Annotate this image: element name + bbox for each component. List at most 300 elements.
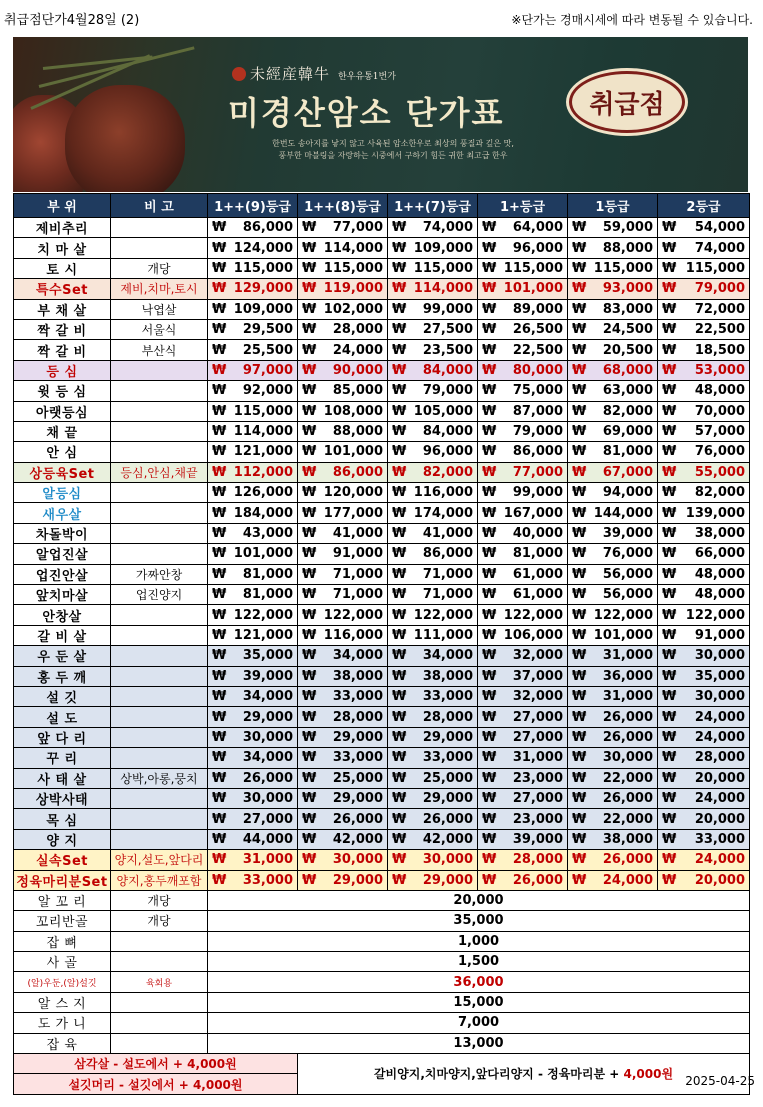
price-value: 76,000 — [602, 546, 653, 562]
price-value: 29,000 — [332, 729, 383, 745]
price-value: 86,000 — [512, 444, 563, 460]
table-row — [14, 809, 750, 829]
price-value: 84,000 — [422, 362, 473, 378]
price-cell — [388, 299, 478, 319]
price-value: 38,000 — [694, 526, 745, 542]
price-value: 92,000 — [242, 383, 293, 399]
price-cell — [568, 218, 658, 238]
price-cell — [568, 462, 658, 482]
currency-symbol: ₩ — [302, 668, 317, 684]
cut-name: 잡 육 — [14, 1033, 111, 1053]
price-value: 88,000 — [332, 424, 383, 440]
price-cell — [568, 340, 658, 360]
price-cell — [568, 319, 658, 339]
price-value: 28,000 — [332, 322, 383, 338]
price-cell — [658, 870, 750, 890]
price-cell — [658, 319, 750, 339]
cut-name: 토 시 — [14, 258, 111, 278]
currency-symbol: ₩ — [212, 383, 227, 399]
footer-row — [14, 1054, 750, 1074]
price-cell — [568, 238, 658, 258]
currency-symbol: ₩ — [392, 240, 407, 256]
price-value: 114,000 — [323, 240, 383, 256]
table-row — [14, 686, 750, 706]
currency-symbol: ₩ — [212, 424, 227, 440]
currency-symbol: ₩ — [572, 342, 587, 358]
price-value: 96,000 — [512, 240, 563, 256]
currency-symbol: ₩ — [212, 811, 227, 827]
cut-note — [111, 686, 208, 706]
cut-note: 제비,치마,토시 — [111, 279, 208, 299]
table-row — [14, 442, 750, 462]
price-value: 30,000 — [694, 648, 745, 664]
price-value: 35,000 — [242, 648, 293, 664]
currency-symbol: ₩ — [662, 342, 677, 358]
currency-symbol: ₩ — [302, 301, 317, 317]
price-cell — [478, 585, 568, 605]
currency-symbol: ₩ — [392, 648, 407, 664]
price-cell — [298, 646, 388, 666]
price-cell — [478, 340, 568, 360]
column-header: 1++(8)등급 — [298, 194, 388, 218]
price-cell — [298, 564, 388, 584]
currency-symbol: ₩ — [302, 342, 317, 358]
price-value: 119,000 — [323, 281, 383, 297]
currency-symbol: ₩ — [482, 220, 497, 236]
price-value: 30,000 — [422, 852, 473, 868]
price-cell — [388, 707, 478, 727]
currency-symbol: ₩ — [212, 872, 227, 888]
brand-row — [232, 63, 396, 84]
price-cell — [478, 809, 568, 829]
price-cell — [208, 850, 298, 870]
cut-name: 업진안살 — [14, 564, 111, 584]
price-value: 80,000 — [512, 362, 563, 378]
price-value: 25,000 — [332, 770, 383, 786]
cut-name: 갈 비 살 — [14, 625, 111, 645]
price-cell — [568, 707, 658, 727]
cut-name: 도 가 니 — [14, 1013, 111, 1033]
currency-symbol: ₩ — [302, 505, 317, 521]
price-cell — [658, 768, 750, 788]
currency-symbol: ₩ — [212, 240, 227, 256]
price-cell — [658, 421, 750, 441]
table-row — [14, 727, 750, 747]
price-value: 64,000 — [512, 220, 563, 236]
currency-symbol: ₩ — [392, 403, 407, 419]
currency-symbol: ₩ — [302, 322, 317, 338]
cut-note — [111, 381, 208, 401]
currency-symbol: ₩ — [212, 791, 227, 807]
price-value: 71,000 — [422, 566, 473, 582]
banner-subtitle: 풍부한 마블링을 자랑하는 시중에서 구하기 힘든 귀한 최고급 한우 — [278, 151, 508, 160]
price-value: 29,000 — [242, 709, 293, 725]
price-cell — [658, 381, 750, 401]
price-cell — [388, 279, 478, 299]
cut-note — [111, 483, 208, 503]
price-value: 22,500 — [694, 322, 745, 338]
price-cell — [208, 381, 298, 401]
price-value: 24,000 — [694, 791, 745, 807]
price-cell — [208, 258, 298, 278]
price-value: 28,000 — [512, 852, 563, 868]
price-value: 81,000 — [242, 566, 293, 582]
table-row — [14, 544, 750, 564]
table-row — [14, 1033, 750, 1053]
cut-name: 특수Set — [14, 279, 111, 299]
currency-symbol: ₩ — [482, 240, 497, 256]
currency-symbol: ₩ — [482, 831, 497, 847]
price-cell — [208, 564, 298, 584]
price-value: 94,000 — [602, 485, 653, 501]
price-value: 122,000 — [323, 607, 383, 623]
currency-symbol: ₩ — [572, 791, 587, 807]
cut-note — [111, 1033, 208, 1053]
currency-symbol: ₩ — [572, 301, 587, 317]
price-value: 106,000 — [503, 628, 563, 643]
price-cell — [208, 279, 298, 299]
price-value: 27,000 — [512, 791, 563, 807]
price-value: 70,000 — [694, 403, 745, 419]
price-cell — [208, 646, 298, 666]
table-row — [14, 666, 750, 686]
price-cell — [298, 462, 388, 482]
price-value: 48,000 — [694, 566, 745, 582]
cut-note — [111, 442, 208, 462]
price-cell — [208, 218, 298, 238]
price-value: 20,000 — [694, 872, 745, 888]
table-row — [14, 218, 750, 238]
currency-symbol: ₩ — [482, 628, 497, 643]
currency-symbol: ₩ — [662, 240, 677, 256]
cut-name: 치 마 살 — [14, 238, 111, 258]
price-value: 35,000 — [208, 911, 750, 931]
currency-symbol: ₩ — [482, 770, 497, 786]
price-value: 33,000 — [332, 689, 383, 705]
currency-symbol: ₩ — [482, 505, 497, 521]
price-value: 23,000 — [512, 811, 563, 827]
price-value: 82,000 — [422, 464, 473, 480]
price-cell — [658, 605, 750, 625]
price-value: 26,000 — [602, 709, 653, 725]
price-value: 36,000 — [208, 972, 750, 992]
price-value: 24,000 — [694, 729, 745, 745]
cut-note — [111, 829, 208, 849]
price-value: 13,000 — [208, 1033, 750, 1053]
cut-note — [111, 748, 208, 768]
currency-symbol: ₩ — [392, 464, 407, 480]
price-value: 122,000 — [685, 607, 745, 623]
price-cell — [388, 483, 478, 503]
cut-note: 서울식 — [111, 319, 208, 339]
price-value: 1,500 — [208, 952, 750, 972]
currency-symbol: ₩ — [392, 750, 407, 766]
price-cell — [388, 401, 478, 421]
cut-name: 아랫등심 — [14, 401, 111, 421]
price-cell — [478, 218, 568, 238]
price-value: 20,500 — [602, 342, 653, 358]
table-row — [14, 646, 750, 666]
price-value: 27,000 — [512, 729, 563, 745]
price-value: 76,000 — [694, 444, 745, 460]
price-cell — [478, 462, 568, 482]
table-row — [14, 258, 750, 278]
price-value: 85,000 — [332, 383, 383, 399]
currency-symbol: ₩ — [662, 220, 677, 236]
table-row — [14, 462, 750, 482]
table-header-row — [14, 194, 750, 218]
price-value: 116,000 — [323, 628, 383, 643]
price-value: 63,000 — [602, 383, 653, 399]
price-value: 38,000 — [332, 668, 383, 684]
price-cell — [388, 788, 478, 808]
price-value: 28,000 — [332, 709, 383, 725]
currency-symbol: ₩ — [572, 628, 587, 643]
currency-symbol: ₩ — [392, 668, 407, 684]
price-value: 61,000 — [512, 587, 563, 603]
price-cell — [298, 218, 388, 238]
currency-symbol: ₩ — [482, 403, 497, 419]
price-value: 30,000 — [602, 750, 653, 766]
currency-symbol: ₩ — [482, 607, 497, 623]
currency-symbol: ₩ — [392, 220, 407, 236]
price-cell — [568, 442, 658, 462]
price-table — [13, 193, 750, 1095]
cut-name: 설 도 — [14, 707, 111, 727]
currency-symbol: ₩ — [662, 301, 677, 317]
price-cell — [568, 483, 658, 503]
currency-symbol: ₩ — [572, 689, 587, 705]
price-cell — [568, 299, 658, 319]
price-cell — [658, 748, 750, 768]
cut-note — [111, 503, 208, 523]
price-value: 36,000 — [602, 668, 653, 684]
cut-note — [111, 421, 208, 441]
price-cell — [298, 768, 388, 788]
currency-symbol: ₩ — [572, 383, 587, 399]
cut-note: 낙엽살 — [111, 299, 208, 319]
price-cell — [568, 605, 658, 625]
price-cell — [658, 544, 750, 564]
price-value: 56,000 — [602, 566, 653, 582]
price-value: 42,000 — [422, 831, 473, 847]
price-value: 57,000 — [694, 424, 745, 440]
currency-symbol: ₩ — [302, 791, 317, 807]
currency-symbol: ₩ — [302, 607, 317, 623]
price-value: 66,000 — [694, 546, 745, 562]
currency-symbol: ₩ — [572, 322, 587, 338]
price-cell — [478, 238, 568, 258]
currency-symbol: ₩ — [572, 464, 587, 480]
currency-symbol: ₩ — [572, 750, 587, 766]
currency-symbol: ₩ — [302, 729, 317, 745]
footer-amount: 4,000원 — [192, 1077, 243, 1092]
price-cell — [298, 442, 388, 462]
price-value: 33,000 — [332, 750, 383, 766]
table-row — [14, 299, 750, 319]
price-value: 56,000 — [602, 587, 653, 603]
price-value: 115,000 — [685, 260, 745, 276]
price-cell — [568, 564, 658, 584]
price-value: 90,000 — [332, 362, 383, 378]
price-cell — [298, 870, 388, 890]
price-cell — [568, 523, 658, 543]
price-cell — [388, 686, 478, 706]
price-value: 86,000 — [332, 464, 383, 480]
currency-symbol: ₩ — [572, 240, 587, 256]
price-cell — [388, 646, 478, 666]
price-cell — [388, 258, 478, 278]
price-cell — [478, 829, 568, 849]
footer-text: 삼각살 - 설도에서 + — [74, 1057, 188, 1072]
table-row — [14, 360, 750, 380]
price-cell — [388, 870, 478, 890]
cut-name: 알업진살 — [14, 544, 111, 564]
price-cell — [208, 829, 298, 849]
price-value: 33,000 — [694, 831, 745, 847]
cut-name: 짝 갈 비 — [14, 340, 111, 360]
price-value: 79,000 — [422, 383, 473, 399]
price-value: 29,000 — [332, 872, 383, 888]
price-cell — [478, 401, 568, 421]
price-cell — [208, 360, 298, 380]
price-cell — [208, 870, 298, 890]
price-cell — [208, 319, 298, 339]
currency-symbol: ₩ — [572, 444, 587, 460]
currency-symbol: ₩ — [662, 383, 677, 399]
price-cell — [208, 605, 298, 625]
cut-name: 알등심 — [14, 483, 111, 503]
price-value: 7,000 — [208, 1013, 750, 1033]
price-cell — [478, 748, 568, 768]
currency-symbol: ₩ — [392, 424, 407, 440]
price-cell — [208, 442, 298, 462]
currency-symbol: ₩ — [302, 220, 317, 236]
currency-symbol: ₩ — [482, 444, 497, 460]
cut-note — [111, 401, 208, 421]
currency-symbol: ₩ — [482, 689, 497, 705]
currency-symbol: ₩ — [302, 444, 317, 460]
currency-symbol: ₩ — [392, 566, 407, 582]
currency-symbol: ₩ — [662, 424, 677, 440]
currency-symbol: ₩ — [212, 648, 227, 664]
price-value: 31,000 — [602, 689, 653, 705]
table-row — [14, 605, 750, 625]
currency-symbol: ₩ — [482, 709, 497, 725]
currency-symbol: ₩ — [302, 648, 317, 664]
table-row — [14, 483, 750, 503]
cut-note: 상박,아롱,뭉치 — [111, 768, 208, 788]
price-cell — [568, 360, 658, 380]
price-value: 23,000 — [512, 770, 563, 786]
price-cell — [658, 218, 750, 238]
cut-note — [111, 666, 208, 686]
cut-name: 등 심 — [14, 360, 111, 380]
currency-symbol: ₩ — [212, 852, 227, 868]
cut-name: 상박사태 — [14, 788, 111, 808]
cut-name: 제비추리 — [14, 218, 111, 238]
cut-note — [111, 992, 208, 1012]
currency-symbol: ₩ — [302, 566, 317, 582]
price-cell — [208, 483, 298, 503]
currency-symbol: ₩ — [302, 260, 317, 276]
price-value: 115,000 — [503, 260, 563, 276]
currency-symbol: ₩ — [482, 852, 497, 868]
cut-note — [111, 727, 208, 747]
currency-symbol: ₩ — [482, 281, 497, 297]
currency-symbol: ₩ — [572, 546, 587, 562]
currency-symbol: ₩ — [212, 750, 227, 766]
price-value: 109,000 — [413, 240, 473, 256]
price-cell — [298, 340, 388, 360]
currency-symbol: ₩ — [572, 770, 587, 786]
price-cell — [478, 503, 568, 523]
price-cell — [208, 727, 298, 747]
price-cell — [568, 544, 658, 564]
price-value: 27,000 — [242, 811, 293, 827]
price-cell — [478, 727, 568, 747]
price-value: 27,500 — [422, 322, 473, 338]
price-cell — [298, 258, 388, 278]
price-value: 126,000 — [233, 485, 293, 501]
meat-image — [65, 85, 185, 192]
price-value: 39,000 — [512, 831, 563, 847]
price-cell — [568, 585, 658, 605]
currency-symbol: ₩ — [302, 485, 317, 501]
price-cell — [388, 768, 478, 788]
banner-subtitle: 한번도 송아지를 낳지 않고 사육된 암소한우로 최상의 풍질과 깊은 맛, — [272, 139, 514, 148]
currency-symbol: ₩ — [302, 811, 317, 827]
currency-symbol: ₩ — [392, 831, 407, 847]
price-value: 31,000 — [242, 852, 293, 868]
price-value: 67,000 — [602, 464, 653, 480]
currency-symbol: ₩ — [302, 831, 317, 847]
currency-symbol: ₩ — [392, 281, 407, 297]
price-cell — [658, 646, 750, 666]
currency-symbol: ₩ — [662, 709, 677, 725]
price-cell — [388, 238, 478, 258]
currency-symbol: ₩ — [212, 281, 227, 297]
price-value: 34,000 — [242, 750, 293, 766]
currency-symbol: ₩ — [212, 770, 227, 786]
price-cell — [298, 421, 388, 441]
currency-symbol: ₩ — [212, 362, 227, 378]
price-cell — [298, 585, 388, 605]
currency-symbol: ₩ — [392, 607, 407, 623]
price-value: 83,000 — [602, 301, 653, 317]
currency-symbol: ₩ — [572, 852, 587, 868]
currency-symbol: ₩ — [392, 444, 407, 460]
price-cell — [568, 401, 658, 421]
price-cell — [298, 707, 388, 727]
currency-symbol: ₩ — [212, 587, 227, 603]
price-cell — [298, 850, 388, 870]
price-value: 35,000 — [694, 668, 745, 684]
price-value: 112,000 — [233, 464, 293, 480]
price-cell — [568, 666, 658, 686]
currency-symbol: ₩ — [212, 260, 227, 276]
cut-note — [111, 809, 208, 829]
price-value: 18,500 — [694, 342, 745, 358]
price-value: 26,000 — [602, 852, 653, 868]
currency-symbol: ₩ — [572, 729, 587, 745]
currency-symbol: ₩ — [662, 628, 677, 643]
price-cell — [658, 829, 750, 849]
table-row — [14, 1013, 750, 1033]
currency-symbol: ₩ — [392, 301, 407, 317]
price-value: 115,000 — [233, 260, 293, 276]
price-value: 122,000 — [593, 607, 653, 623]
